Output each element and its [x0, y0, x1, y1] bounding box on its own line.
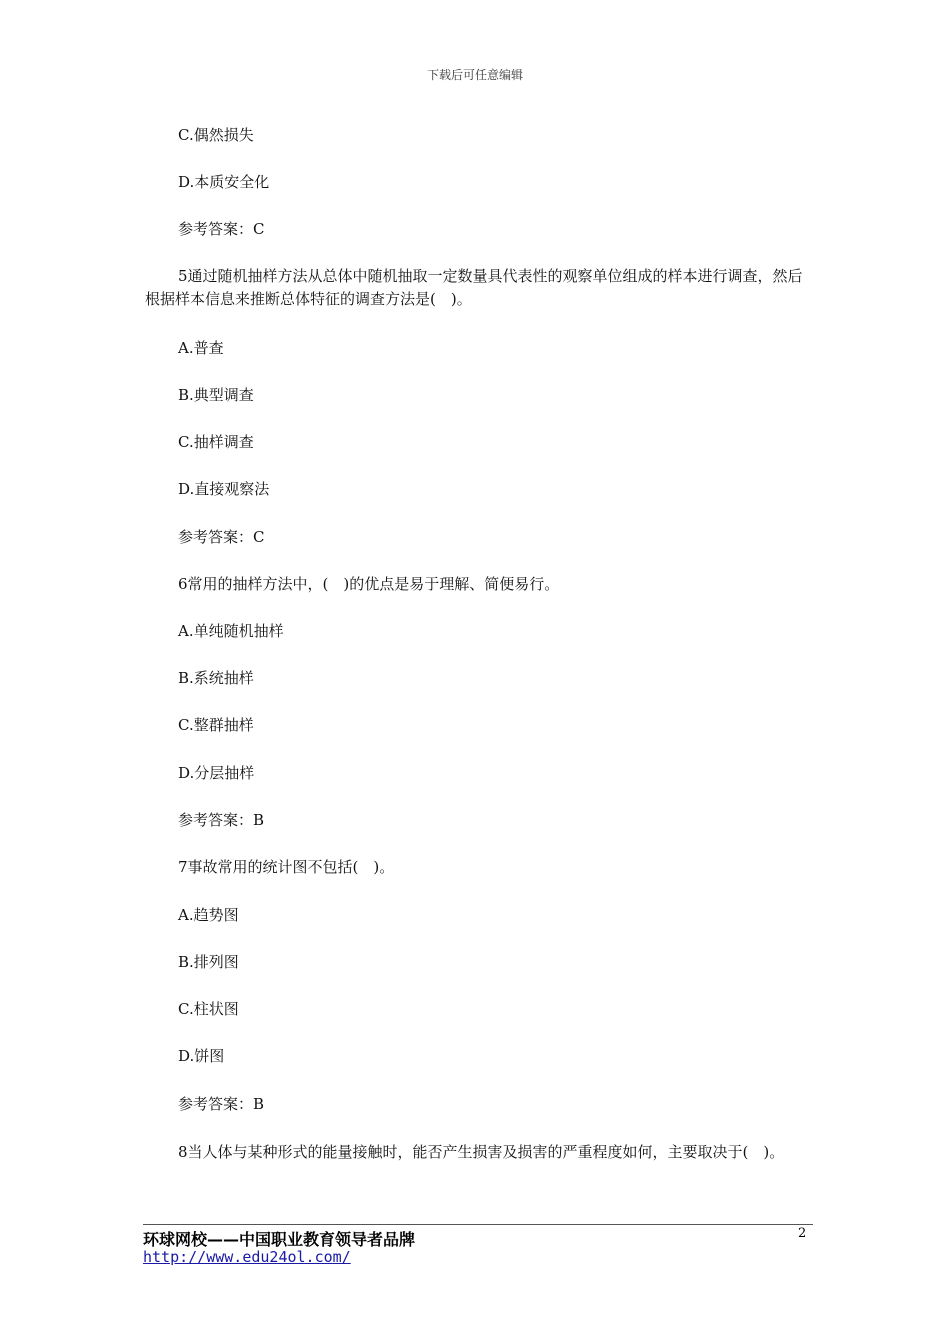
question-8: 8当人体与某种形式的能量接触时，能否产生损害及损害的严重程度如何，主要取决于( )。	[178, 1143, 785, 1161]
option-c: C.抽样调查	[178, 433, 254, 451]
option-b: B.排列图	[178, 953, 239, 971]
option-c: C.柱状图	[178, 1000, 239, 1018]
question-6: 6常用的抽样方法中，( )的优点是易于理解、简便易行。	[178, 575, 560, 593]
footer-brand: 环球网校——中国职业教育领导者品牌	[143, 1230, 416, 1249]
option-c: C.偶然损失	[178, 126, 254, 144]
page-number: 2	[798, 1226, 807, 1241]
option-b: B.系统抽样	[178, 669, 254, 687]
question-5: 5通过随机抽样方法从总体中随机抽取一定数量具代表性的观察单位组成的样本进行调查，然后根据样本信息来推断总体特征的调查方法是( )。	[145, 267, 803, 308]
option-a: A.单纯随机抽样	[178, 622, 284, 640]
footer-divider	[143, 1224, 813, 1225]
option-a: A.趋势图	[178, 906, 239, 924]
option-d: D.分层抽样	[178, 764, 255, 782]
option-b: B.典型调查	[178, 386, 254, 404]
option-d: D.本质安全化	[178, 173, 270, 191]
page-header: 下载后可任意编辑	[426, 68, 523, 82]
reference-answer: 参考答案：B	[178, 811, 265, 829]
option-d: D.饼图	[178, 1047, 225, 1065]
option-a: A.普查	[178, 339, 224, 357]
reference-answer: 参考答案：C	[178, 220, 265, 238]
reference-answer: 参考答案：C	[178, 528, 265, 546]
option-d: D.直接观察法	[178, 480, 270, 498]
reference-answer: 参考答案：B	[178, 1095, 265, 1113]
question-7: 7事故常用的统计图不包括( )。	[178, 858, 395, 876]
footer-website-link[interactable]: http://www.edu24ol.com/	[143, 1248, 351, 1266]
option-c: C.整群抽样	[178, 716, 254, 734]
